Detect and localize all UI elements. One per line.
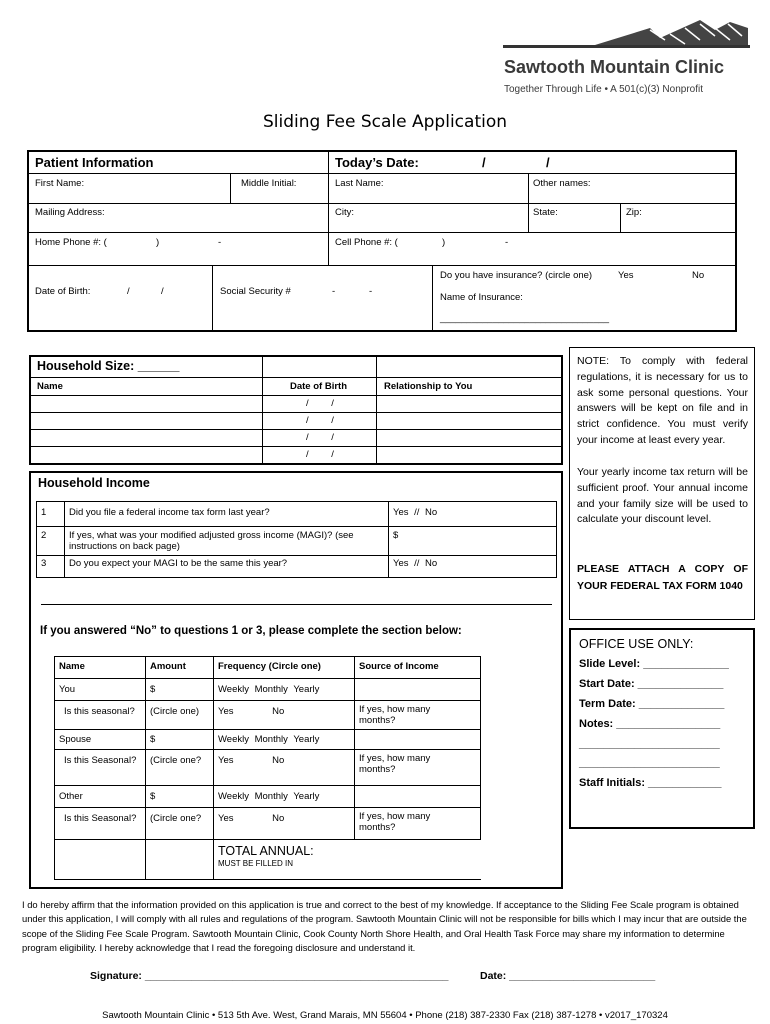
- col-header-frequency: Frequency (Circle one): [214, 657, 355, 679]
- insurance-question: Do you have insurance? (circle one): [440, 270, 593, 281]
- total-annual-label: TOTAL ANNUAL:: [218, 844, 314, 858]
- income-row-spouse-seasonal: [55, 750, 481, 786]
- income-row-total: [55, 840, 481, 880]
- mailing-address-field[interactable]: Mailing Address:: [35, 207, 105, 218]
- notes-field[interactable]: Notes: _________________: [579, 718, 721, 730]
- ssn-field[interactable]: Social Security #: [220, 286, 291, 297]
- cell-phone-field[interactable]: Cell Phone #: (: [335, 237, 398, 248]
- household-col-relationship: Relationship to You: [384, 381, 473, 392]
- row-source[interactable]: [355, 786, 481, 808]
- income-question-row: [37, 527, 557, 556]
- total-blank: [146, 840, 214, 880]
- followup-note: If you answered “No” to questions 1 or 3, please complete the section below:: [40, 625, 462, 637]
- household-col-dob: Date of Birth: [290, 381, 347, 392]
- home-phone-dash: -: [218, 237, 222, 248]
- home-phone-paren: ): [156, 237, 160, 248]
- row-name: You: [55, 679, 146, 701]
- clinic-tagline: Together Through Life • A 501(c)(3) Nonprofit: [504, 84, 703, 95]
- affirmation-text: I do hereby affirm that the information provided on this application is true and correct to the best of my knowledge. If acceptance to the Sliding Fee Scale program is obtained under this application, I will comply with all rules and regulations of the program. Sawtooth Mountain Clinic will not be responsible for bills which I may incur that are outside the scope of the Sliding Fee Scale Program. Sawtooth Mountain Clinic, Cook County North Shore Health, and Oral Health Task Force may share my information to determine program eligibility. I hereby acknowledge that I read the foregoing disclosure and understand it.: [22, 899, 747, 954]
- row-amount[interactable]: (Circle one): [146, 701, 214, 730]
- ssn-dash: -: [332, 286, 336, 297]
- total-annual-note: MUST BE FILLED IN: [218, 859, 293, 868]
- insurance-name-field[interactable]: Name of Insurance:: [440, 292, 523, 303]
- income-row-other: [55, 786, 481, 808]
- slide-level-field[interactable]: Slide Level: ______________: [579, 658, 729, 670]
- insurance-yes-option[interactable]: Yes: [618, 270, 634, 281]
- income-question-row: [37, 502, 557, 527]
- row-frequency[interactable]: Yes No: [214, 750, 355, 786]
- ssn-dash: -: [369, 286, 373, 297]
- household-dob-slashes: / /: [306, 415, 334, 426]
- household-col-name: Name: [37, 381, 63, 392]
- question-text: If yes, what was your modified adjusted gross income (MAGI)? (see instructions on back page): [65, 527, 389, 556]
- row-name: Is this Seasonal?: [55, 808, 146, 840]
- row-amount[interactable]: (Circle one?: [146, 808, 214, 840]
- page-footer: Sawtooth Mountain Clinic • 513 5th Ave. West, Grand Marais, MN 55604 • Phone (218) 387-2330 Fax (218) 387-1278 • v2017_170324: [102, 1010, 668, 1021]
- row-source[interactable]: [355, 730, 481, 750]
- date-separator: /: [546, 155, 550, 170]
- row-source[interactable]: [355, 679, 481, 701]
- home-phone-field[interactable]: Home Phone #: (: [35, 237, 107, 248]
- form-title: Sliding Fee Scale Application: [262, 112, 508, 132]
- question-answer[interactable]: Yes // No: [389, 502, 557, 527]
- signature-field[interactable]: Signature: ____________________________________________________: [90, 970, 449, 982]
- household-size-label[interactable]: Household Size: ______: [37, 359, 180, 373]
- insurance-name-line: ________________________________: [440, 313, 610, 324]
- row-name: Spouse: [55, 730, 146, 750]
- row-frequency[interactable]: Yes No: [214, 808, 355, 840]
- row-frequency[interactable]: Weekly Monthly Yearly: [214, 786, 355, 808]
- notes-line[interactable]: _______________________: [579, 738, 720, 750]
- office-use-title: OFFICE USE ONLY:: [579, 637, 694, 651]
- row-amount[interactable]: (Circle one?: [146, 750, 214, 786]
- term-date-field[interactable]: Term Date: ______________: [579, 698, 725, 710]
- row-source[interactable]: If yes, how many months?: [355, 808, 481, 840]
- income-row-spouse: [55, 730, 481, 750]
- clinic-logo-mountains: [500, 18, 750, 50]
- question-number: 1: [37, 502, 65, 527]
- dob-separator: /: [161, 286, 164, 297]
- row-amount[interactable]: $: [146, 786, 214, 808]
- household-income-title: Household Income: [38, 476, 150, 490]
- income-questions-table: [36, 501, 557, 578]
- question-text: Did you file a federal income tax form last year?: [65, 502, 389, 527]
- income-row-other-seasonal: [55, 808, 481, 840]
- other-names-field[interactable]: Other names:: [533, 178, 591, 189]
- cell-phone-dash: -: [505, 237, 509, 248]
- question-answer[interactable]: $: [389, 527, 557, 556]
- col-header-source: Source of Income: [355, 657, 481, 679]
- first-name-field[interactable]: First Name:: [35, 178, 85, 189]
- dob-separator: /: [127, 286, 130, 297]
- clinic-name: Sawtooth Mountain Clinic: [504, 57, 724, 77]
- patient-info-title: Patient Information: [35, 155, 154, 170]
- zip-field[interactable]: Zip:: [626, 207, 642, 218]
- row-frequency[interactable]: Weekly Monthly Yearly: [214, 730, 355, 750]
- row-source[interactable]: If yes, how many months?: [355, 750, 481, 786]
- row-frequency[interactable]: Weekly Monthly Yearly: [214, 679, 355, 701]
- row-frequency[interactable]: Yes No: [214, 701, 355, 730]
- question-text: Do you expect your MAGI to be the same this year?: [65, 556, 389, 578]
- question-answer[interactable]: Yes // No: [389, 556, 557, 578]
- row-amount[interactable]: $: [146, 730, 214, 750]
- state-field[interactable]: State:: [533, 207, 558, 218]
- col-header-name: Name: [55, 657, 146, 679]
- middle-initial-field[interactable]: Middle Initial:: [241, 178, 297, 189]
- todays-date-label: Today’s Date:: [335, 155, 419, 170]
- col-header-amount: Amount: [146, 657, 214, 679]
- last-name-field[interactable]: Last Name:: [335, 178, 384, 189]
- staff-initials-field[interactable]: Staff Initials: ____________: [579, 777, 722, 789]
- note-attach-instruction: PLEASE ATTACH A COPY OF YOUR FEDERAL TAX FORM 1040: [577, 563, 748, 592]
- income-row-you-seasonal: [55, 701, 481, 730]
- date-separator: /: [482, 155, 486, 170]
- income-row-you: [55, 679, 481, 701]
- dob-field[interactable]: Date of Birth:: [35, 286, 91, 297]
- row-name: Is this Seasonal?: [55, 750, 146, 786]
- household-dob-slashes: / /: [306, 398, 334, 409]
- row-source[interactable]: If yes, how many months?: [355, 701, 481, 730]
- total-blank: [55, 840, 146, 880]
- signature-date-field[interactable]: Date: _________________________: [480, 970, 656, 982]
- row-amount[interactable]: $: [146, 679, 214, 701]
- household-dob-slashes: / /: [306, 432, 334, 443]
- income-sources-table: [54, 656, 481, 880]
- city-field[interactable]: City:: [335, 207, 354, 218]
- row-name: Other: [55, 786, 146, 808]
- cell-phone-paren: ): [442, 237, 446, 248]
- divider-line: [41, 604, 552, 605]
- insurance-no-option[interactable]: No: [692, 270, 705, 281]
- income-sources-header: [55, 657, 481, 679]
- row-name: Is this seasonal?: [55, 701, 146, 730]
- notes-line[interactable]: _______________________: [579, 757, 720, 769]
- note-text-privacy: NOTE: To comply with federal regulations, it is necessary for us to ask some personal questions. Your answers will be kept on file and in strict confidence. You must verify your income at least every year.: [577, 355, 748, 446]
- income-question-row: [37, 556, 557, 578]
- start-date-field[interactable]: Start Date: ______________: [579, 678, 724, 690]
- question-number: 3: [37, 556, 65, 578]
- total-annual-cell[interactable]: [214, 840, 481, 880]
- note-text-income-proof: Your yearly income tax return will be sufficient proof. Your annual income and your family size will be used to calculate your discount level.: [577, 466, 748, 526]
- question-number: 2: [37, 527, 65, 556]
- household-dob-slashes: / /: [306, 449, 334, 460]
